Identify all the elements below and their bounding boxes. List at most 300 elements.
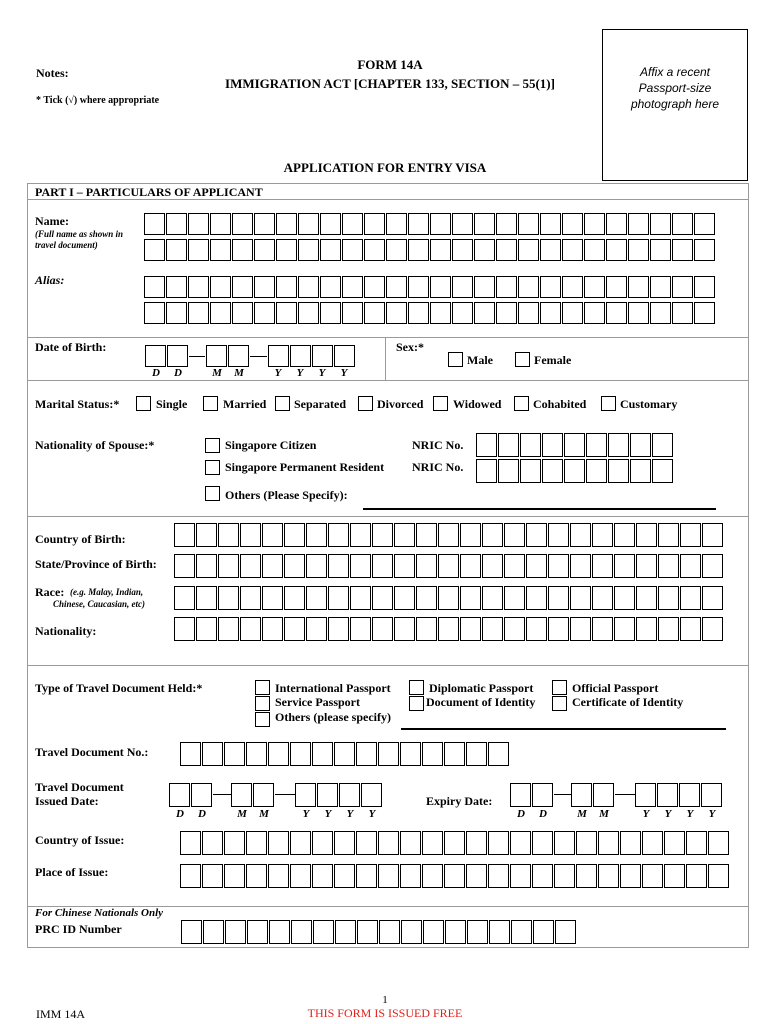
char-box[interactable] (548, 586, 569, 610)
doc-diplomatic-checkbox[interactable] (409, 680, 424, 695)
char-box[interactable] (180, 742, 201, 766)
char-box[interactable] (584, 276, 605, 298)
char-box[interactable] (694, 239, 715, 261)
char-box[interactable] (460, 586, 481, 610)
char-box[interactable] (438, 617, 459, 641)
char-box[interactable] (356, 831, 377, 855)
char-box[interactable] (320, 239, 341, 261)
char-box[interactable] (306, 617, 327, 641)
char-box[interactable] (224, 864, 245, 888)
char-box[interactable] (335, 920, 356, 944)
issued-month-boxes[interactable] (231, 783, 275, 807)
char-box[interactable] (658, 554, 679, 578)
char-box[interactable] (518, 302, 539, 324)
alias-boxes-row2[interactable] (144, 302, 716, 324)
state-of-birth-boxes[interactable] (174, 554, 724, 578)
char-box[interactable] (210, 276, 231, 298)
spouse-citizen-checkbox[interactable] (205, 438, 220, 453)
expiry-month-boxes[interactable] (571, 783, 615, 807)
char-box[interactable] (320, 276, 341, 298)
char-box[interactable] (562, 239, 583, 261)
char-box[interactable] (452, 302, 473, 324)
char-box[interactable] (614, 554, 635, 578)
char-box[interactable] (526, 523, 547, 547)
char-box[interactable] (298, 213, 319, 235)
char-box[interactable] (504, 586, 525, 610)
char-box[interactable] (511, 920, 532, 944)
char-box[interactable] (166, 213, 187, 235)
char-box[interactable] (202, 864, 223, 888)
char-box[interactable] (225, 920, 246, 944)
char-box[interactable] (372, 523, 393, 547)
char-box[interactable] (290, 831, 311, 855)
char-box[interactable] (652, 433, 673, 457)
char-box[interactable] (262, 617, 283, 641)
char-box[interactable] (416, 523, 437, 547)
char-box[interactable] (430, 213, 451, 235)
char-box[interactable] (488, 831, 509, 855)
char-box[interactable] (564, 433, 585, 457)
char-box[interactable] (702, 617, 723, 641)
char-box[interactable] (562, 213, 583, 235)
char-box[interactable] (262, 586, 283, 610)
char-box[interactable] (188, 276, 209, 298)
char-box[interactable] (224, 831, 245, 855)
dob-month-boxes[interactable] (206, 345, 250, 367)
char-box[interactable] (672, 302, 693, 324)
char-box[interactable] (679, 783, 700, 807)
char-box[interactable] (422, 742, 443, 766)
travel-doc-no-boxes[interactable] (180, 742, 510, 766)
char-box[interactable] (540, 213, 561, 235)
char-box[interactable] (254, 276, 275, 298)
char-box[interactable] (570, 586, 591, 610)
nationality-boxes[interactable] (174, 617, 724, 641)
char-box[interactable] (262, 523, 283, 547)
spouse-pr-checkbox[interactable] (205, 460, 220, 475)
char-box[interactable] (496, 239, 517, 261)
char-box[interactable] (290, 864, 311, 888)
doc-identity-checkbox[interactable] (409, 696, 424, 711)
char-box[interactable] (628, 213, 649, 235)
char-box[interactable] (606, 302, 627, 324)
char-box[interactable] (598, 864, 619, 888)
char-box[interactable] (357, 920, 378, 944)
char-box[interactable] (460, 523, 481, 547)
char-box[interactable] (708, 831, 729, 855)
char-box[interactable] (628, 302, 649, 324)
char-box[interactable] (298, 302, 319, 324)
char-box[interactable] (570, 554, 591, 578)
char-box[interactable] (312, 345, 333, 367)
char-box[interactable] (564, 459, 585, 483)
char-box[interactable] (276, 302, 297, 324)
char-box[interactable] (218, 523, 239, 547)
char-box[interactable] (650, 276, 671, 298)
char-box[interactable] (339, 783, 360, 807)
char-box[interactable] (570, 523, 591, 547)
char-box[interactable] (606, 276, 627, 298)
char-box[interactable] (268, 864, 289, 888)
char-box[interactable] (320, 302, 341, 324)
char-box[interactable] (548, 554, 569, 578)
char-box[interactable] (218, 554, 239, 578)
char-box[interactable] (394, 586, 415, 610)
char-box[interactable] (320, 213, 341, 235)
char-box[interactable] (174, 617, 195, 641)
char-box[interactable] (188, 213, 209, 235)
char-box[interactable] (416, 617, 437, 641)
char-box[interactable] (664, 864, 685, 888)
char-box[interactable] (430, 302, 451, 324)
char-box[interactable] (542, 433, 563, 457)
char-box[interactable] (620, 831, 641, 855)
issued-day-boxes[interactable] (169, 783, 213, 807)
char-box[interactable] (680, 554, 701, 578)
char-box[interactable] (378, 864, 399, 888)
char-box[interactable] (526, 586, 547, 610)
char-box[interactable] (586, 433, 607, 457)
char-box[interactable] (203, 920, 224, 944)
char-box[interactable] (350, 617, 371, 641)
char-box[interactable] (240, 554, 261, 578)
char-box[interactable] (379, 920, 400, 944)
char-box[interactable] (422, 864, 443, 888)
char-box[interactable] (169, 783, 190, 807)
char-box[interactable] (232, 276, 253, 298)
char-box[interactable] (313, 920, 334, 944)
char-box[interactable] (145, 345, 166, 367)
marital-divorced-checkbox[interactable] (358, 396, 373, 411)
char-box[interactable] (652, 459, 673, 483)
char-box[interactable] (518, 239, 539, 261)
char-box[interactable] (356, 742, 377, 766)
char-box[interactable] (592, 523, 613, 547)
char-box[interactable] (562, 302, 583, 324)
char-box[interactable] (312, 831, 333, 855)
char-box[interactable] (694, 276, 715, 298)
char-box[interactable] (570, 617, 591, 641)
char-box[interactable] (378, 742, 399, 766)
expiry-day-boxes[interactable] (510, 783, 554, 807)
sex-male-checkbox[interactable] (448, 352, 463, 367)
char-box[interactable] (658, 523, 679, 547)
char-box[interactable] (444, 864, 465, 888)
char-box[interactable] (400, 742, 421, 766)
char-box[interactable] (586, 459, 607, 483)
char-box[interactable] (174, 554, 195, 578)
char-box[interactable] (328, 586, 349, 610)
photo-box[interactable] (602, 29, 748, 181)
char-box[interactable] (284, 586, 305, 610)
char-box[interactable] (144, 302, 165, 324)
char-box[interactable] (196, 586, 217, 610)
char-box[interactable] (196, 554, 217, 578)
char-box[interactable] (504, 523, 525, 547)
dob-day-boxes[interactable] (145, 345, 189, 367)
char-box[interactable] (231, 783, 252, 807)
char-box[interactable] (269, 920, 290, 944)
sex-female-checkbox[interactable] (515, 352, 530, 367)
char-box[interactable] (254, 302, 275, 324)
char-box[interactable] (438, 523, 459, 547)
char-box[interactable] (708, 864, 729, 888)
char-box[interactable] (372, 554, 393, 578)
char-box[interactable] (496, 213, 517, 235)
char-box[interactable] (584, 239, 605, 261)
char-box[interactable] (686, 831, 707, 855)
char-box[interactable] (555, 920, 576, 944)
char-box[interactable] (482, 586, 503, 610)
char-box[interactable] (488, 864, 509, 888)
char-box[interactable] (533, 920, 554, 944)
char-box[interactable] (196, 523, 217, 547)
char-box[interactable] (298, 276, 319, 298)
char-box[interactable] (608, 459, 629, 483)
char-box[interactable] (680, 523, 701, 547)
char-box[interactable] (228, 345, 249, 367)
char-box[interactable] (504, 554, 525, 578)
char-box[interactable] (476, 459, 497, 483)
char-box[interactable] (672, 276, 693, 298)
char-box[interactable] (430, 276, 451, 298)
char-box[interactable] (246, 831, 267, 855)
char-box[interactable] (306, 554, 327, 578)
char-box[interactable] (460, 617, 481, 641)
char-box[interactable] (576, 831, 597, 855)
char-box[interactable] (496, 276, 517, 298)
char-box[interactable] (526, 554, 547, 578)
country-of-issue-boxes[interactable] (180, 831, 730, 855)
char-box[interactable] (196, 617, 217, 641)
char-box[interactable] (174, 586, 195, 610)
char-box[interactable] (520, 459, 541, 483)
char-box[interactable] (268, 831, 289, 855)
char-box[interactable] (312, 742, 333, 766)
char-box[interactable] (482, 617, 503, 641)
char-box[interactable] (224, 742, 245, 766)
char-box[interactable] (378, 831, 399, 855)
char-box[interactable] (576, 864, 597, 888)
char-box[interactable] (284, 523, 305, 547)
char-box[interactable] (593, 783, 614, 807)
char-box[interactable] (532, 864, 553, 888)
char-box[interactable] (342, 239, 363, 261)
char-box[interactable] (498, 459, 519, 483)
char-box[interactable] (350, 554, 371, 578)
char-box[interactable] (592, 617, 613, 641)
char-box[interactable] (232, 213, 253, 235)
dob-year-boxes[interactable] (268, 345, 356, 367)
char-box[interactable] (694, 213, 715, 235)
marital-married-checkbox[interactable] (203, 396, 218, 411)
char-box[interactable] (657, 783, 678, 807)
char-box[interactable] (350, 586, 371, 610)
char-box[interactable] (180, 864, 201, 888)
char-box[interactable] (614, 586, 635, 610)
char-box[interactable] (702, 523, 723, 547)
char-box[interactable] (306, 523, 327, 547)
char-box[interactable] (532, 783, 553, 807)
char-box[interactable] (254, 239, 275, 261)
char-box[interactable] (408, 239, 429, 261)
char-box[interactable] (694, 302, 715, 324)
char-box[interactable] (680, 617, 701, 641)
char-box[interactable] (518, 213, 539, 235)
char-box[interactable] (548, 523, 569, 547)
char-box[interactable] (334, 831, 355, 855)
char-box[interactable] (614, 523, 635, 547)
char-box[interactable] (510, 783, 531, 807)
country-of-birth-boxes[interactable] (174, 523, 724, 547)
char-box[interactable] (144, 276, 165, 298)
char-box[interactable] (206, 345, 227, 367)
char-box[interactable] (253, 783, 274, 807)
char-box[interactable] (554, 864, 575, 888)
char-box[interactable] (510, 831, 531, 855)
char-box[interactable] (284, 554, 305, 578)
char-box[interactable] (364, 276, 385, 298)
doc-official-checkbox[interactable] (552, 680, 567, 695)
char-box[interactable] (614, 617, 635, 641)
char-box[interactable] (386, 239, 407, 261)
char-box[interactable] (400, 831, 421, 855)
doc-others-checkbox[interactable] (255, 712, 270, 727)
char-box[interactable] (306, 586, 327, 610)
char-box[interactable] (636, 554, 657, 578)
char-box[interactable] (488, 742, 509, 766)
doc-service-checkbox[interactable] (255, 696, 270, 711)
char-box[interactable] (452, 276, 473, 298)
char-box[interactable] (598, 831, 619, 855)
race-boxes[interactable] (174, 586, 724, 610)
char-box[interactable] (702, 554, 723, 578)
char-box[interactable] (416, 554, 437, 578)
char-box[interactable] (188, 239, 209, 261)
char-box[interactable] (444, 742, 465, 766)
char-box[interactable] (276, 276, 297, 298)
spouse-others-checkbox[interactable] (205, 486, 220, 501)
char-box[interactable] (628, 276, 649, 298)
char-box[interactable] (416, 586, 437, 610)
char-box[interactable] (606, 239, 627, 261)
spouse-others-line[interactable] (363, 508, 716, 510)
char-box[interactable] (191, 783, 212, 807)
nric-boxes-1[interactable] (476, 433, 674, 457)
char-box[interactable] (636, 523, 657, 547)
char-box[interactable] (317, 783, 338, 807)
char-box[interactable] (246, 864, 267, 888)
char-box[interactable] (174, 523, 195, 547)
char-box[interactable] (498, 433, 519, 457)
char-box[interactable] (460, 554, 481, 578)
char-box[interactable] (628, 239, 649, 261)
doc-intl-passport-checkbox[interactable] (255, 680, 270, 695)
marital-cohabited-checkbox[interactable] (514, 396, 529, 411)
char-box[interactable] (540, 239, 561, 261)
char-box[interactable] (504, 617, 525, 641)
char-box[interactable] (520, 433, 541, 457)
char-box[interactable] (290, 345, 311, 367)
char-box[interactable] (210, 213, 231, 235)
char-box[interactable] (144, 213, 165, 235)
char-box[interactable] (584, 302, 605, 324)
char-box[interactable] (444, 831, 465, 855)
char-box[interactable] (658, 586, 679, 610)
char-box[interactable] (240, 523, 261, 547)
char-box[interactable] (664, 831, 685, 855)
char-box[interactable] (166, 302, 187, 324)
char-box[interactable] (680, 586, 701, 610)
char-box[interactable] (482, 523, 503, 547)
char-box[interactable] (445, 920, 466, 944)
char-box[interactable] (540, 276, 561, 298)
prc-id-boxes[interactable] (181, 920, 577, 944)
char-box[interactable] (635, 783, 656, 807)
char-box[interactable] (166, 239, 187, 261)
char-box[interactable] (650, 302, 671, 324)
char-box[interactable] (526, 617, 547, 641)
marital-separated-checkbox[interactable] (275, 396, 290, 411)
char-box[interactable] (438, 586, 459, 610)
char-box[interactable] (606, 213, 627, 235)
char-box[interactable] (312, 864, 333, 888)
char-box[interactable] (180, 831, 201, 855)
char-box[interactable] (408, 302, 429, 324)
char-box[interactable] (364, 213, 385, 235)
char-box[interactable] (334, 864, 355, 888)
char-box[interactable] (334, 742, 355, 766)
char-box[interactable] (642, 831, 663, 855)
char-box[interactable] (394, 523, 415, 547)
char-box[interactable] (386, 276, 407, 298)
char-box[interactable] (452, 239, 473, 261)
char-box[interactable] (474, 276, 495, 298)
name-boxes-row1[interactable] (144, 213, 716, 235)
char-box[interactable] (466, 864, 487, 888)
char-box[interactable] (232, 239, 253, 261)
char-box[interactable] (400, 864, 421, 888)
char-box[interactable] (548, 617, 569, 641)
char-box[interactable] (372, 586, 393, 610)
char-box[interactable] (364, 302, 385, 324)
char-box[interactable] (202, 831, 223, 855)
char-box[interactable] (474, 213, 495, 235)
char-box[interactable] (466, 831, 487, 855)
char-box[interactable] (650, 239, 671, 261)
char-box[interactable] (518, 276, 539, 298)
char-box[interactable] (496, 302, 517, 324)
char-box[interactable] (489, 920, 510, 944)
char-box[interactable] (562, 276, 583, 298)
char-box[interactable] (474, 239, 495, 261)
char-box[interactable] (584, 213, 605, 235)
char-box[interactable] (268, 742, 289, 766)
doc-others-line[interactable] (401, 728, 726, 730)
char-box[interactable] (166, 276, 187, 298)
expiry-year-boxes[interactable] (635, 783, 723, 807)
char-box[interactable] (408, 213, 429, 235)
char-box[interactable] (554, 831, 575, 855)
char-box[interactable] (620, 864, 641, 888)
char-box[interactable] (284, 617, 305, 641)
char-box[interactable] (247, 920, 268, 944)
char-box[interactable] (401, 920, 422, 944)
issued-year-boxes[interactable] (295, 783, 383, 807)
doc-certificate-checkbox[interactable] (552, 696, 567, 711)
char-box[interactable] (672, 239, 693, 261)
char-box[interactable] (364, 239, 385, 261)
